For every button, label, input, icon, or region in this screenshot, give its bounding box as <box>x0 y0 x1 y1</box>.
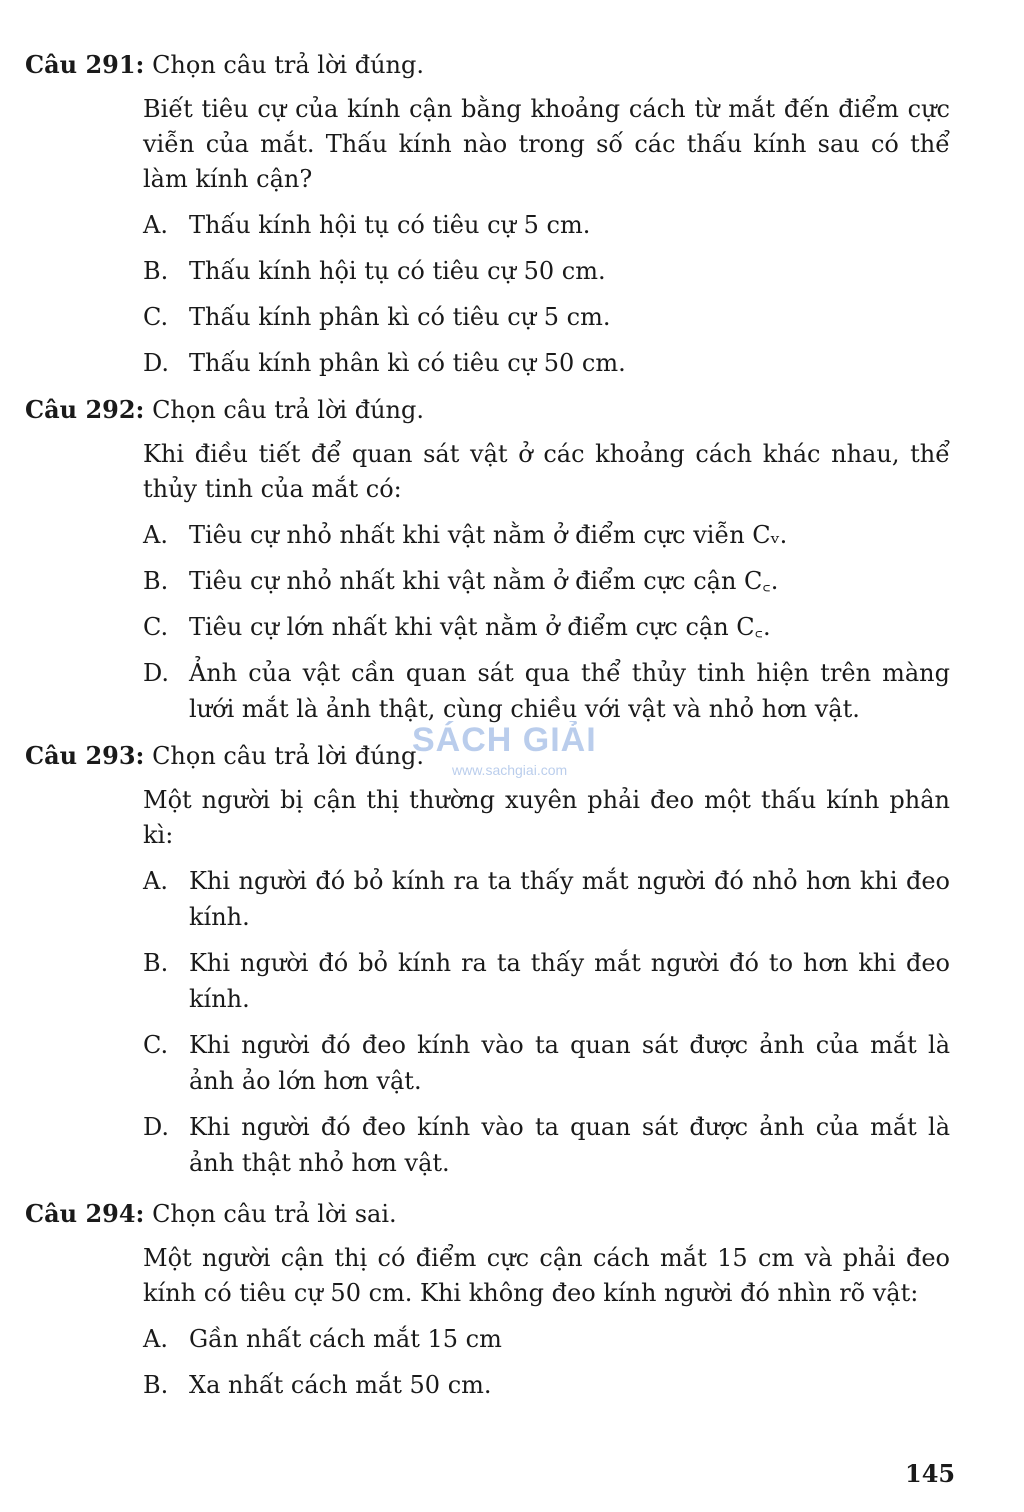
option-a <box>143 517 950 553</box>
option-d <box>143 1109 950 1181</box>
option-b <box>143 253 950 289</box>
option-letter: A. <box>143 211 168 239</box>
question-stem: Biết tiêu cự của kính cận bằng khoảng cách từ mắt đến điểm cực viễn của mắt. Thấu kính nào trong số các thấu kính sau có thể làm kính cận? <box>143 95 950 193</box>
option-letter: C. <box>143 613 169 641</box>
option-list <box>143 207 950 381</box>
option-b <box>143 563 950 599</box>
question-number: Câu 291: <box>25 50 145 79</box>
option-letter: D. <box>143 349 170 377</box>
option-text: Tiêu cự nhỏ nhất khi vật nằm ở điểm cực cận C꜀. <box>189 567 779 595</box>
option-list <box>143 1321 950 1403</box>
option-letter: A. <box>143 1325 168 1353</box>
option-d <box>143 655 950 727</box>
option-letter: A. <box>143 867 168 895</box>
option-c <box>143 609 950 645</box>
option-letter: D. <box>143 659 170 687</box>
option-letter: C. <box>143 303 169 331</box>
option-c <box>143 1027 950 1099</box>
option-letter: B. <box>143 949 169 977</box>
option-letter: C. <box>143 1031 169 1059</box>
option-text: Gần nhất cách mắt 15 cm <box>189 1325 502 1353</box>
option-text: Khi người đó đeo kính vào ta quan sát được ảnh của mắt là ảnh ảo lớn hơn vật. <box>189 1031 950 1095</box>
question-header <box>25 392 950 428</box>
option-letter: B. <box>143 257 169 285</box>
option-text: Tiêu cự lớn nhất khi vật nằm ở điểm cực cận C꜀. <box>189 613 771 641</box>
option-letter: B. <box>143 1371 169 1399</box>
watermark-logo: SÁCH GIẢI <box>412 721 597 759</box>
option-a <box>143 207 950 243</box>
option-b <box>143 945 950 1017</box>
question-header <box>25 47 950 83</box>
option-text: Khi người đó đeo kính vào ta quan sát được ảnh của mắt là ảnh thật nhỏ hơn vật. <box>189 1113 950 1177</box>
watermark-url: www.sachgiai.com <box>452 762 568 778</box>
question-stem: Khi điều tiết để quan sát vật ở các khoảng cách khác nhau, thể thủy tinh của mắt có: <box>143 440 950 503</box>
option-list <box>143 863 950 1181</box>
option-text: Thấu kính phân kì có tiêu cự 5 cm. <box>189 303 611 331</box>
question-prompt: Chọn câu trả lời đúng. <box>152 51 425 79</box>
option-text: Khi người đó bỏ kính ra ta thấy mắt người đó nhỏ hơn khi đeo kính. <box>189 867 950 931</box>
option-text: Xa nhất cách mắt 50 cm. <box>189 1371 492 1399</box>
option-b <box>143 1367 950 1403</box>
option-text: Tiêu cự nhỏ nhất khi vật nằm ở điểm cực viễn Cᵥ. <box>189 521 788 549</box>
question-header <box>25 738 950 774</box>
option-a <box>143 863 950 935</box>
question-number: Câu 293: <box>25 741 145 770</box>
question-prompt: Chọn câu trả lời đúng. <box>152 742 425 770</box>
question-stem: Một người cận thị có điểm cực cận cách mắt 15 cm và phải đeo kính có tiêu cự 50 cm. Khi không đeo kính người đó nhìn rõ vật: <box>143 1244 950 1307</box>
option-text: Thấu kính phân kì có tiêu cự 50 cm. <box>189 349 626 377</box>
option-d <box>143 345 950 381</box>
question-prompt: Chọn câu trả lời đúng. <box>152 396 425 424</box>
option-letter: B. <box>143 567 169 595</box>
option-letter: D. <box>143 1113 170 1141</box>
option-list <box>143 517 950 727</box>
option-text: Thấu kính hội tụ có tiêu cự 5 cm. <box>189 211 591 239</box>
option-a <box>143 1321 950 1357</box>
question-292 <box>25 392 950 737</box>
question-291 <box>25 47 950 391</box>
question-293 <box>25 738 950 1191</box>
option-text: Thấu kính hội tụ có tiêu cự 50 cm. <box>189 257 606 285</box>
question-294 <box>25 1196 950 1413</box>
question-header <box>25 1196 950 1232</box>
option-letter: A. <box>143 521 168 549</box>
option-text: Khi người đó bỏ kính ra ta thấy mắt người đó to hơn khi đeo kính. <box>189 949 950 1013</box>
question-number: Câu 294: <box>25 1199 145 1228</box>
option-c <box>143 299 950 335</box>
page-number: 145 <box>905 1459 956 1488</box>
question-prompt: Chọn câu trả lời sai. <box>152 1200 397 1228</box>
option-text: Ảnh của vật cần quan sát qua thể thủy tinh hiện trên màng lưới mắt là ảnh thật, cùng chiều với vật và nhỏ hơn vật. <box>189 659 950 723</box>
question-number: Câu 292: <box>25 395 145 424</box>
question-stem: Một người bị cận thị thường xuyên phải đeo một thấu kính phân kì: <box>143 786 950 849</box>
